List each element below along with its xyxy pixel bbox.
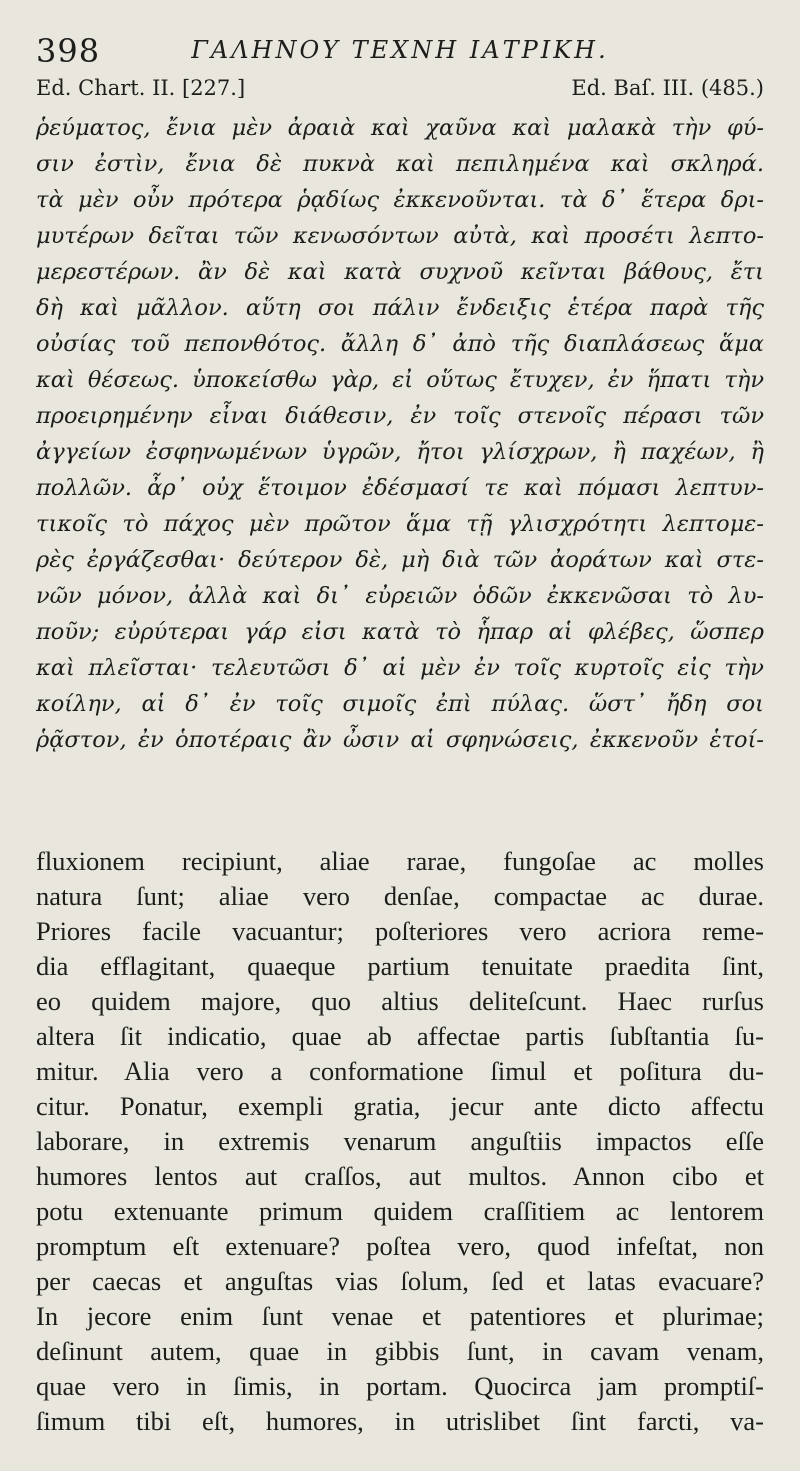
latin-text-line: deſinunt autem, quae in gibbis ſunt, in cavam venam, (36, 1336, 764, 1366)
latin-text-line: fluxionem recipiunt, aliae rarae, fungoſae ac molles (36, 846, 764, 876)
greek-text-block (36, 110, 764, 758)
latin-text-line: ſimum tibi eſt, humores, in utrislibet ſint farcti, va- (36, 1406, 764, 1436)
greek-text-line: κοίλην, αἱ δ᾽ ἐν τοῖς σιμοῖς ἐπὶ πύλας. ὥστ᾽ ἤδη σοι (36, 691, 764, 717)
page-header (36, 30, 764, 76)
greek-text-line: δὴ καὶ μᾶλλον. αὕτη σοι πάλιν ἔνδειξις ἑτέρα παρὰ τῆς (36, 295, 764, 321)
greek-text-line: μερεστέρων. ἂν δὲ καὶ κατὰ συχνοῦ κεῖνται βάθους, ἔτι (36, 259, 764, 285)
greek-text-line: ποῦν; εὐρύτεραι γάρ εἰσι κατὰ τὸ ἧπαρ αἱ φλέβες, ὥσπερ (36, 619, 764, 645)
page-number: 398 (36, 32, 101, 70)
greek-text-line: καὶ πλεῖσται· τελευτῶσι δ᾽ αἱ μὲν ἐν τοῖς κυρτοῖς εἰς τὴν (36, 655, 764, 681)
latin-text-line: citur. Ponatur, exempli gratia, jecur ante dicto affectu (36, 1091, 764, 1121)
running-title: ΓΑΛΗΝΟΥ ΤΕΧΝΗ ΙΑΤΡΙΚΗ. (191, 36, 609, 64)
greek-text-line: ῥᾷστον, ἐν ὁποτέραις ἂν ὦσιν αἱ σφηνώσεις, ἐκκενοῦν ἑτοί- (36, 727, 764, 753)
latin-text-line: humores lentos aut craſſos, aut multos. Annon cibo et (36, 1161, 764, 1191)
latin-text-line: Priores facile vacuantur; poſteriores vero acriora reme- (36, 916, 764, 946)
greek-text-line: καὶ θέσεως. ὑποκείσθω γὰρ, εἰ οὕτως ἔτυχεν, ἐν ἥπατι τὴν (36, 367, 764, 393)
greek-text-line: νῶν μόνον, ἀλλὰ καὶ δι᾽ εὐρειῶν ὁδῶν ἐκκενῶσαι τὸ λυ- (36, 583, 764, 609)
latin-text-line: mitur. Alia vero a conformatione ſimul et poſitura du- (36, 1056, 764, 1086)
edition-reference-line (36, 76, 764, 110)
greek-text-line: προειρημένην εἶναι διάθεσιν, ἐν τοῖς στενοῖς πέρασι τῶν (36, 403, 764, 429)
latin-text-line: promptum eſt extenuare? poſtea vero, quod infeſtat, non (36, 1231, 764, 1261)
latin-text-block (36, 844, 764, 1439)
latin-text-line: potu extenuante primum quidem craſſitiem ac lentorem (36, 1196, 764, 1226)
latin-text-line: laborare, in extremis venarum anguſtiis impactos eſſe (36, 1126, 764, 1156)
latin-text-line: altera ſit indicatio, quae ab affectae partis ſubſtantia ſu- (36, 1021, 764, 1051)
latin-text-line: In jecore enim ſunt venae et patentiores et plurimae; (36, 1301, 764, 1331)
greek-text-line: σιν ἐστὶν, ἔνια δὲ πυκνὰ καὶ πεπιλημένα καὶ σκληρά. (36, 151, 764, 177)
greek-text-line: ῥεύματος, ἔνια μὲν ἀραιὰ καὶ χαῦνα καὶ μαλακὰ τὴν φύ- (36, 115, 764, 141)
greek-text-line: πολλῶν. ἆρ᾽ οὐχ ἕτοιμον ἐδέσμασί τε καὶ πόμασι λεπτυν- (36, 475, 764, 501)
latin-text-line: quae vero in ſimis, in portam. Quocirca jam promptiſ- (36, 1371, 764, 1401)
latin-text-line: dia efflagitant, quaeque partium tenuitate praedita ſint, (36, 951, 764, 981)
edition-reference-basel: Ed. Baſ. III. (485.) (571, 76, 764, 100)
greek-text-line: τὰ μὲν οὖν πρότερα ῥᾳδίως ἐκκενοῦνται. τὰ δ᾽ ἕτερα δρι- (36, 187, 764, 213)
latin-text-line: natura ſunt; aliae vero denſae, compactae ac durae. (36, 881, 764, 911)
latin-text-line: eo quidem majore, quo altius deliteſcunt. Haec rurſus (36, 986, 764, 1016)
greek-text-line: ρὲς ἐργάζεσθαι· δεύτερον δὲ, μὴ διὰ τῶν ἀοράτων καὶ στε- (36, 547, 764, 573)
greek-text-line: μυτέρων δεῖται τῶν κενωσόντων αὐτὰ, καὶ προσέτι λεπτο- (36, 223, 764, 249)
greek-text-line: ἀγγείων ἐσφηνωμένων ὑγρῶν, ἤτοι γλίσχρων, ἢ παχέων, ἢ (36, 439, 764, 465)
edition-reference-chartier: Ed. Chart. II. [227.] (36, 76, 246, 100)
greek-text-line: οὐσίας τοῦ πεπονθότος. ἄλλη δ᾽ ἀπὸ τῆς διαπλάσεως ἅμα (36, 331, 764, 357)
greek-text-line: τικοῖς τὸ πάχος μὲν πρῶτον ἅμα τῇ γλισχρότητι λεπτομε- (36, 511, 764, 537)
latin-text-line: per caecas et anguſtas vias ſolum, ſed et latas evacuare? (36, 1266, 764, 1296)
column-gap (36, 758, 764, 844)
